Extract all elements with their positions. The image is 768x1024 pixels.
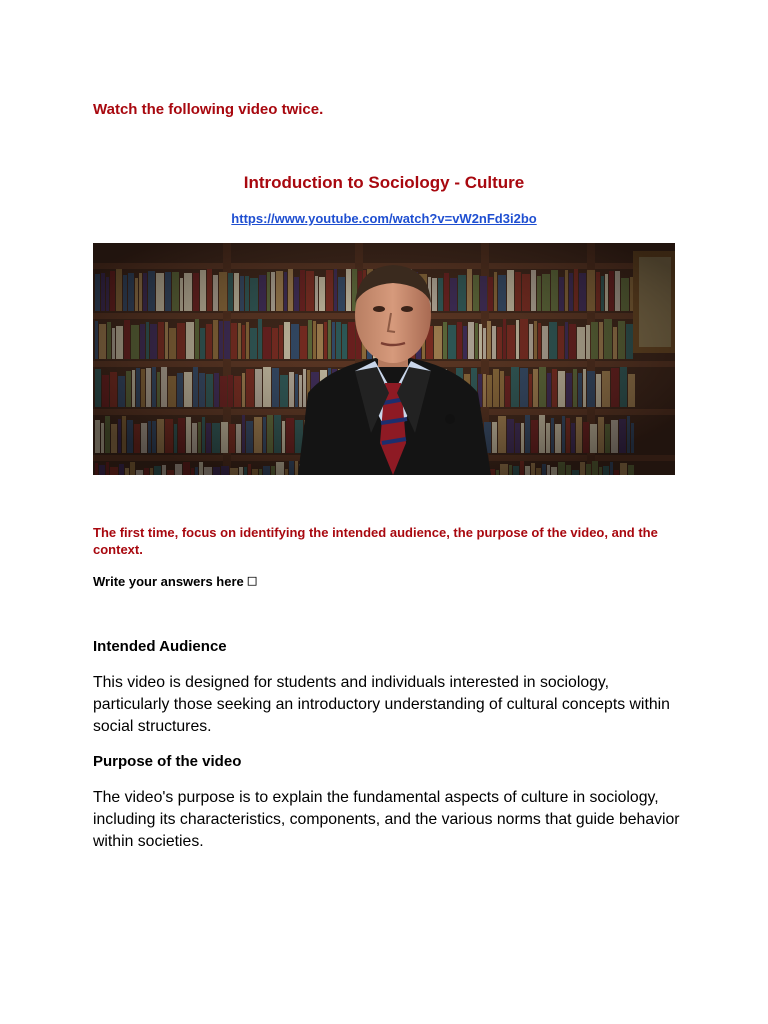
intended-audience-answer: This video is designed for students and individuals interested in sociology, particularly those seeking an introductory understanding of cultural concepts within social structures.	[93, 674, 670, 735]
video-link-container	[0, 211, 768, 226]
video-thumbnail-image	[93, 243, 675, 475]
focus-note: The first time, focus on identifying the intended audience, the purpose of the video, and the context.	[93, 525, 658, 557]
video-link[interactable]: https://www.youtube.com/watch?v=vW2nFd3i2bo	[231, 211, 537, 226]
instruction-text: Watch the following video twice.	[93, 101, 324, 118]
heading-purpose: Purpose of the video	[93, 753, 242, 770]
video-thumbnail[interactable]	[93, 243, 675, 475]
write-prompt: Write your answers here 🗆	[93, 574, 257, 589]
video-title: Introduction to Sociology - Culture	[243, 173, 525, 192]
heading-intended-audience: Intended Audience	[93, 638, 227, 655]
purpose-answer: The video's purpose is to explain the fundamental aspects of culture in sociology, including its characteristics, components, and the various norms that guide behavior within societies.	[93, 789, 680, 850]
